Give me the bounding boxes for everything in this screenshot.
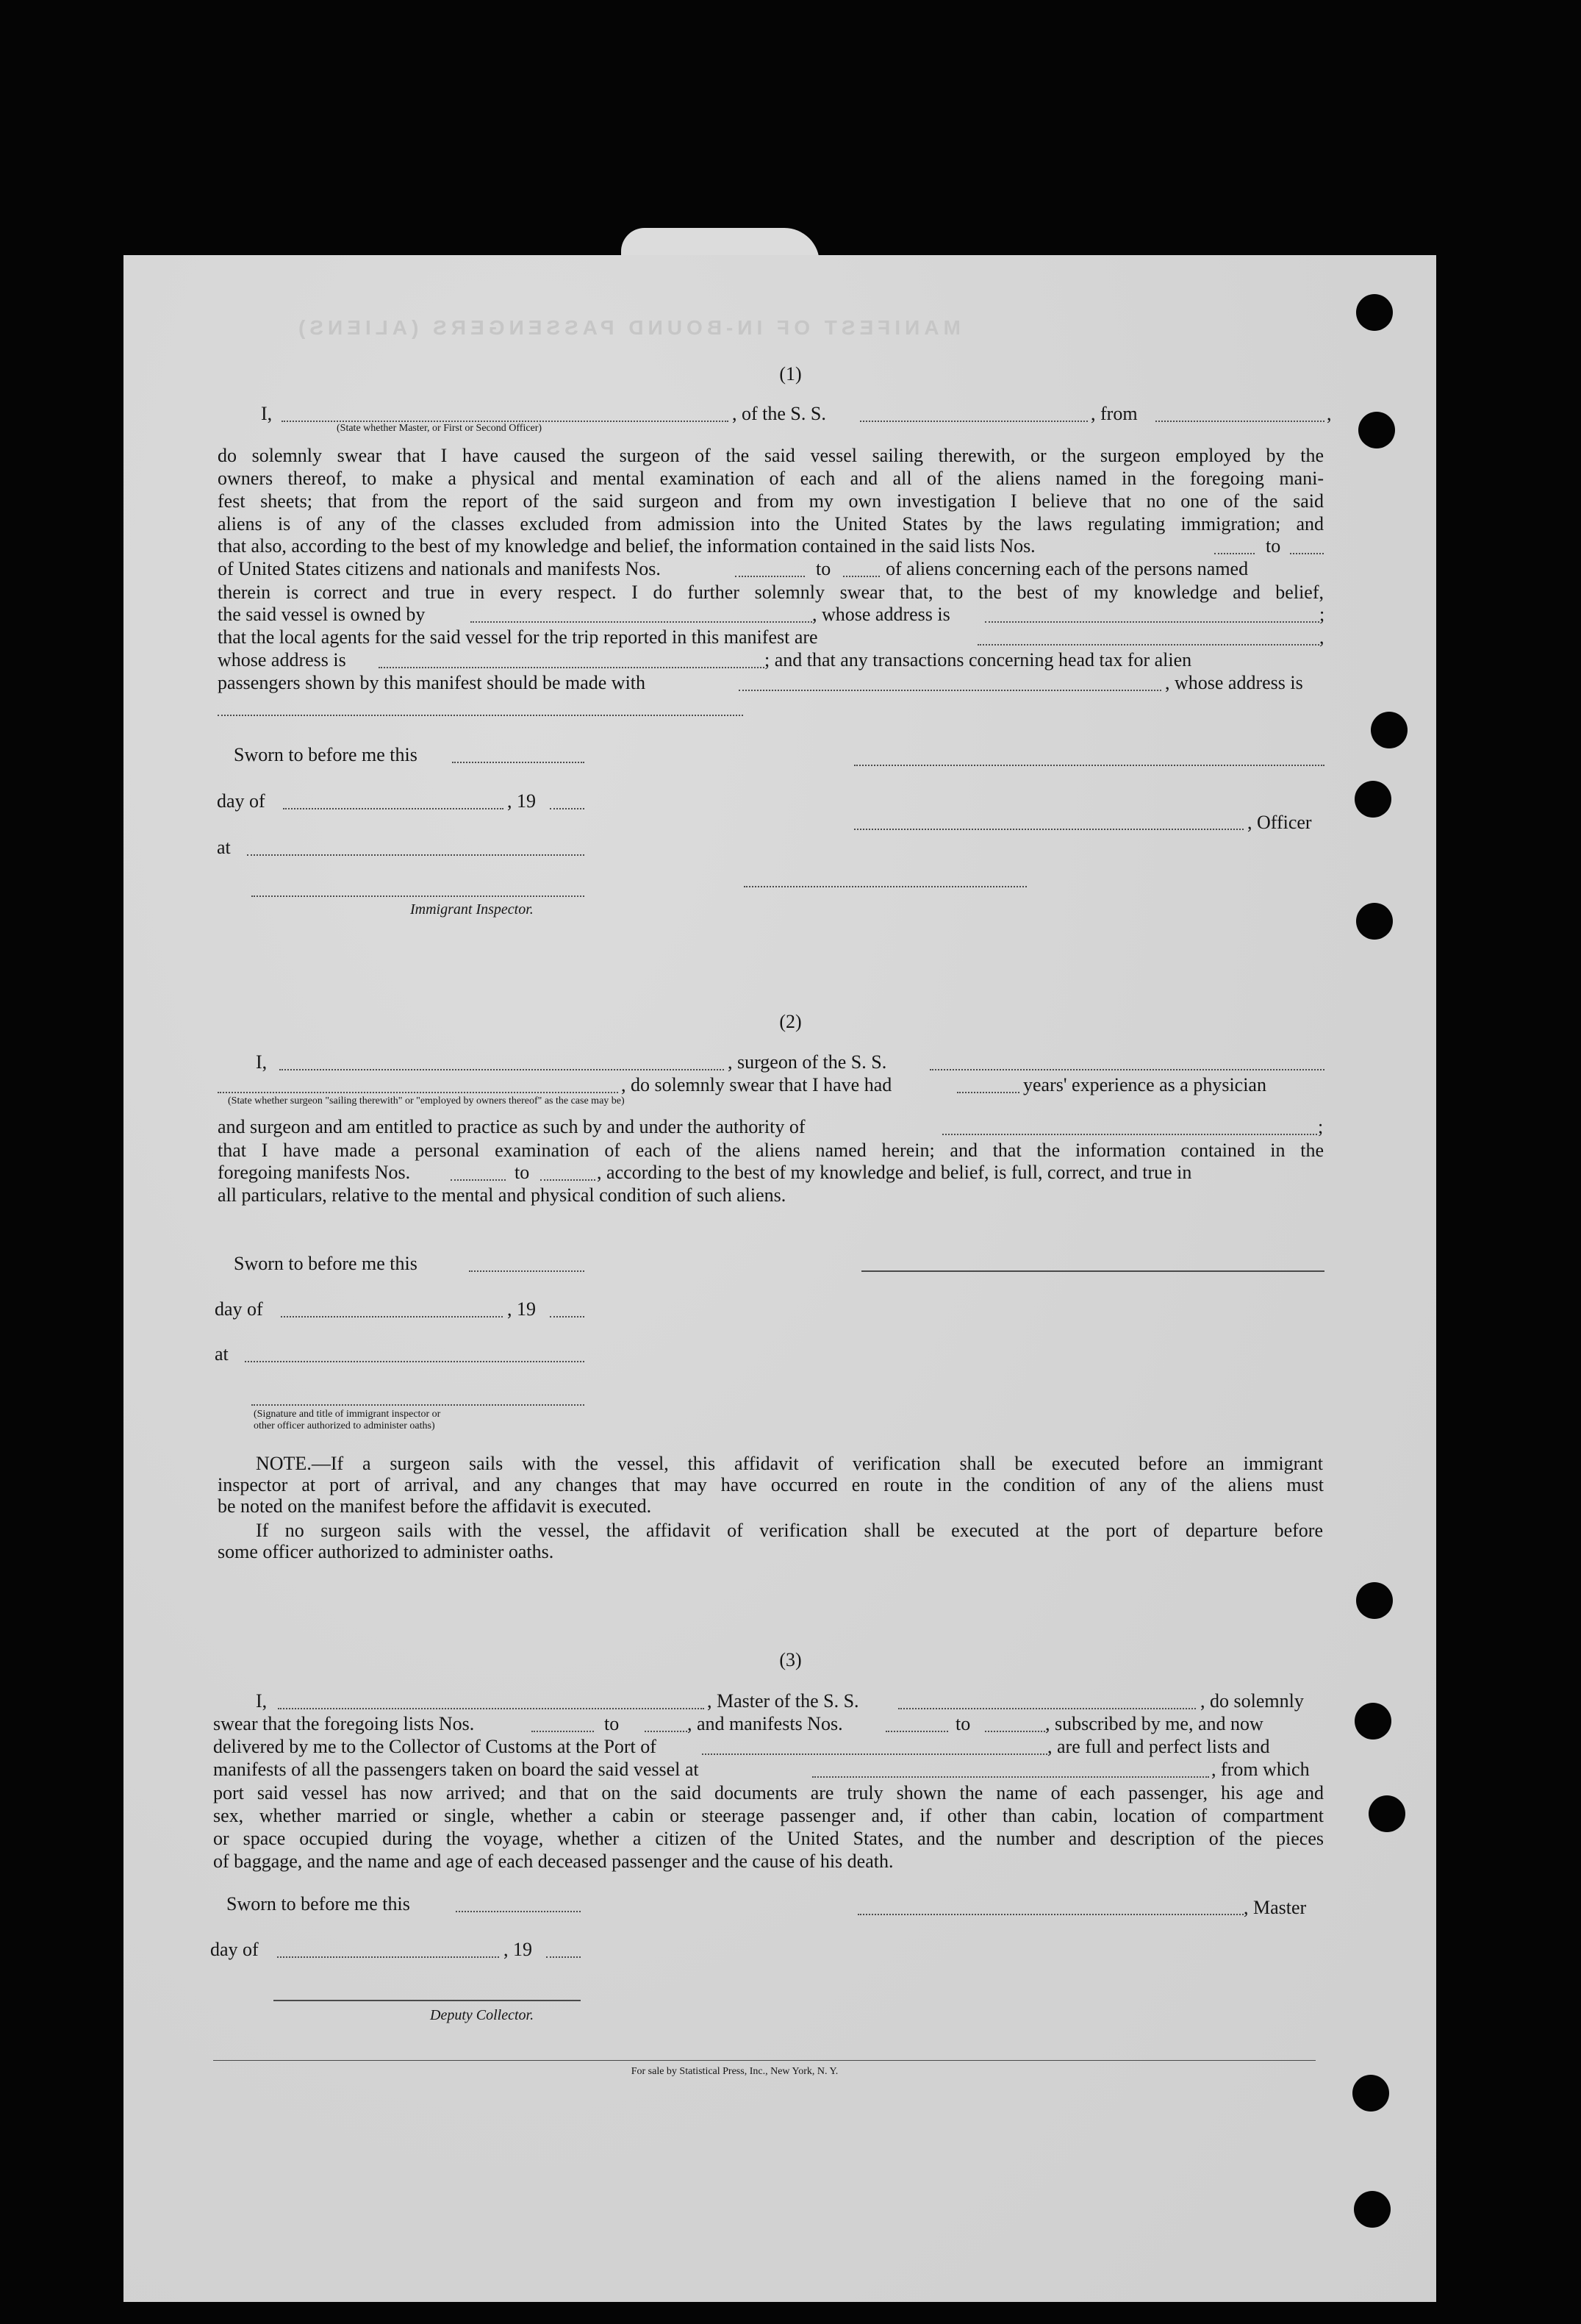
s1-body-line: of United States citizens and nationals and manifests Nos. bbox=[218, 558, 661, 579]
s1-line1-tail: , bbox=[1327, 403, 1332, 424]
s1-agents-blank bbox=[978, 644, 1319, 646]
binder-hole bbox=[1358, 412, 1395, 448]
s3-day-blank bbox=[277, 1956, 499, 1958]
s1-owner-address-blank bbox=[985, 621, 1319, 623]
s1-body-line: therein is correct and true in every respect. I do further solemnly swear that, to the best of my knowledge and belief, bbox=[218, 582, 1324, 603]
binder-hole bbox=[1356, 1582, 1393, 1619]
s1-mid-dotted-line bbox=[744, 886, 1027, 887]
s3-sworn-label: Sworn to before me this bbox=[226, 1893, 410, 1914]
s1-manifests-to: to bbox=[816, 558, 831, 579]
s1-line10-tail: ; and that any transactions concerning head tax for alien bbox=[764, 649, 1192, 671]
s1-body-line: passengers shown by this manifest should be made with bbox=[218, 672, 646, 693]
s1-year-blank bbox=[550, 808, 584, 809]
s1-at-label: at bbox=[217, 837, 231, 858]
s1-officer-caption: (State whether Master, or First or Second Officer) bbox=[337, 423, 542, 434]
s2-line2-years: years' experience as a physician bbox=[1023, 1074, 1266, 1095]
s1-body-line: whose address is bbox=[218, 649, 346, 671]
binder-hole bbox=[1355, 781, 1391, 818]
s3-deputy-line bbox=[273, 2000, 581, 2001]
s1-lists-to-blank bbox=[1290, 553, 1324, 554]
s3-body-line: or space occupied during the voyage, whether a citizen of the United States, and the number and description of the pieces bbox=[213, 1828, 1324, 1849]
s1-year-label: , 19 bbox=[507, 790, 536, 812]
footer-printer: For sale by Statistical Press, Inc., New York, N. Y. bbox=[631, 2066, 839, 2077]
s1-body-line: do solemnly swear that I have caused the surgeon of the said vessel sailing therewith, or the surgeon employed by the bbox=[218, 445, 1324, 466]
s3-lists-from-blank bbox=[531, 1731, 594, 1732]
s2-line5-end: , according to the best of my knowledge and belief, is full, correct, and true in bbox=[597, 1162, 1192, 1183]
s3-line1-i: I, bbox=[256, 1690, 268, 1712]
s3-line1-vessel-label: , Master of the S. S. bbox=[707, 1690, 859, 1712]
s3-body-line: of baggage, and the name and age of each deceased passenger and the cause of his death. bbox=[213, 1851, 894, 1872]
s1-day-of-label: day of bbox=[217, 790, 265, 812]
s2-line5-pre: foregoing manifests Nos. bbox=[218, 1162, 411, 1183]
s2-note-line: some officer authorized to administer oaths. bbox=[218, 1541, 554, 1562]
s2-day-blank bbox=[281, 1316, 503, 1317]
footer-rule bbox=[213, 2060, 1316, 2061]
s1-body-line: that the local agents for the said vessel for the trip reported in this manifest are bbox=[218, 626, 818, 648]
binder-hole bbox=[1355, 1703, 1391, 1740]
s1-sworn-blank bbox=[452, 762, 584, 763]
s2-line6: all particulars, relative to the mental and physical condition of such aliens. bbox=[218, 1184, 786, 1206]
s2-vessel-blank bbox=[930, 1069, 1324, 1070]
s1-owner-address-label: , whose address is bbox=[812, 604, 950, 625]
s2-authority-blank bbox=[942, 1134, 1317, 1135]
s3-master-signature-line bbox=[858, 1914, 1244, 1915]
s1-headtax-address-blank bbox=[218, 715, 743, 716]
s3-manifests-from-blank bbox=[886, 1731, 948, 1732]
s1-from-blank bbox=[1155, 421, 1324, 422]
s2-line2-swear: , do solemnly swear that I have had bbox=[621, 1074, 892, 1095]
s3-lists-to-blank bbox=[645, 1731, 687, 1732]
s2-at-blank bbox=[245, 1361, 584, 1362]
s1-line8-end: ; bbox=[1319, 604, 1325, 625]
s1-vessel-blank bbox=[860, 421, 1088, 422]
s1-line9-end: , bbox=[1319, 626, 1324, 648]
s1-officer-blank bbox=[282, 421, 728, 422]
s3-body-line: port said vessel has now arrived; and that on the said documents are truly shown the name of each passenger, his age and bbox=[213, 1782, 1324, 1803]
s2-sailing-caption: (State whether surgeon "sailing therewith" or "employed by owners thereof" as the case may be) bbox=[228, 1095, 625, 1106]
s2-line4: that I have made a personal examination of each of the aliens named herein; and that the information contained in the bbox=[218, 1140, 1324, 1161]
s3-line3-pre: delivered by me to the Collector of Customs at the Port of bbox=[213, 1736, 656, 1757]
s3-line2-to: to bbox=[604, 1713, 620, 1734]
s2-manifests-to-blank bbox=[540, 1179, 595, 1181]
s2-sig-caption: other officer authorized to administer oaths) bbox=[254, 1420, 435, 1431]
s1-owner-blank bbox=[470, 621, 812, 623]
s1-headtax-blank bbox=[739, 690, 1161, 691]
s2-line5-to: to bbox=[515, 1162, 530, 1183]
s3-master-label: , Master bbox=[1244, 1897, 1307, 1918]
s3-line2-pre: swear that the foregoing lists Nos. bbox=[213, 1713, 475, 1734]
s1-officer-label: , Officer bbox=[1247, 812, 1312, 833]
s1-body-line: fest sheets; that from the report of the said surgeon and from my own investigation I believe that no one of the said bbox=[218, 490, 1324, 512]
s2-surgeon-blank bbox=[279, 1069, 724, 1070]
s2-line1-vessel-label: , surgeon of the S. S. bbox=[728, 1051, 887, 1073]
s2-years-blank bbox=[957, 1092, 1019, 1093]
binder-hole bbox=[1356, 903, 1393, 940]
s3-line2-mid: , and manifests Nos. bbox=[687, 1713, 843, 1734]
s3-deputy-caption: Deputy Collector. bbox=[430, 2007, 534, 2023]
s3-master-blank bbox=[278, 1708, 704, 1709]
s2-sig-caption: (Signature and title of immigrant inspector or bbox=[254, 1409, 441, 1420]
s1-body-line: the said vessel is owned by bbox=[218, 604, 426, 625]
s3-line2-end: , subscribed by me, and now bbox=[1045, 1713, 1263, 1734]
section-2-number: (2) bbox=[779, 1011, 802, 1032]
s1-officer-line bbox=[854, 829, 1244, 830]
binder-hole bbox=[1354, 2191, 1391, 2228]
s2-note-line: NOTE.—If a surgeon sails with the vessel, this affidavit of verification shall be executed before an immigrant bbox=[256, 1453, 1323, 1474]
section-1-number: (1) bbox=[779, 363, 802, 385]
s2-manifests-from-blank bbox=[451, 1179, 506, 1181]
binder-hole bbox=[1356, 294, 1393, 331]
s3-line4-pre: manifests of all the passengers taken on board the said vessel at bbox=[213, 1759, 699, 1780]
s2-note-line: inspector at port of arrival, and any changes that may have occurred en route in the condition of any of the aliens must bbox=[218, 1474, 1324, 1495]
s2-day-of-label: day of bbox=[215, 1298, 263, 1320]
s1-inspector-line bbox=[251, 895, 584, 897]
s1-line6-tail: of aliens concerning each of the persons named bbox=[886, 558, 1249, 579]
s2-at-label: at bbox=[215, 1343, 229, 1365]
s1-line11-end: , whose address is bbox=[1165, 672, 1303, 693]
s2-sworn-label: Sworn to before me this bbox=[234, 1253, 417, 1274]
s1-inspector-caption: Immigrant Inspector. bbox=[410, 901, 534, 918]
binder-hole bbox=[1369, 1795, 1405, 1832]
binder-hole bbox=[1371, 712, 1408, 748]
s2-note-line: If no surgeon sails with the vessel, the affidavit of verification shall be executed at the port of departure before bbox=[256, 1520, 1323, 1541]
s3-line4-end: , from which bbox=[1211, 1759, 1310, 1780]
s1-line1-i: I, bbox=[261, 403, 273, 424]
s1-body-line: owners thereof, to make a physical and mental examination of each and all of the aliens named in the foregoing mani- bbox=[218, 468, 1324, 489]
binder-hole bbox=[1352, 2075, 1389, 2112]
section-3-number: (3) bbox=[779, 1649, 802, 1670]
s3-line1-end: , do solemnly bbox=[1200, 1690, 1304, 1712]
s2-note-line: be noted on the manifest before the affidavit is executed. bbox=[218, 1495, 652, 1517]
s3-line3-end: , are full and perfect lists and bbox=[1047, 1736, 1270, 1757]
s2-sworn-blank bbox=[469, 1270, 584, 1272]
s2-sailing-blank bbox=[218, 1092, 618, 1093]
s1-line1-from-label: , from bbox=[1091, 403, 1138, 424]
s1-sworn-label: Sworn to before me this bbox=[234, 744, 417, 765]
s3-line2-to2: to bbox=[956, 1713, 971, 1734]
s2-line3-end: ; bbox=[1318, 1116, 1324, 1137]
s1-lists-to: to bbox=[1266, 535, 1281, 557]
s3-year-blank bbox=[546, 1956, 581, 1958]
s2-line3: and surgeon and am entitled to practice as such by and under the authority of bbox=[218, 1116, 806, 1137]
s2-signature-line bbox=[861, 1270, 1324, 1272]
s3-day-of-label: day of bbox=[210, 1939, 259, 1960]
s1-body-line: that also, according to the best of my knowledge and belief, the information contained in the said lists Nos. bbox=[218, 535, 1036, 557]
s3-body-line: sex, whether married or single, whether a cabin or steerage passenger and, if other than cabin, location of compartment bbox=[213, 1805, 1324, 1826]
show-through-header: MANIFEST OF IN-BOUND PASSENGERS (ALIENS) bbox=[294, 316, 961, 339]
s2-inspector-line bbox=[251, 1404, 584, 1406]
s3-vessel-blank bbox=[898, 1708, 1196, 1709]
s2-year-blank bbox=[550, 1316, 584, 1317]
s3-boarded-port-blank bbox=[812, 1776, 1209, 1778]
s1-manifests-from-blank bbox=[735, 576, 805, 577]
s3-manifests-to-blank bbox=[985, 1731, 1045, 1732]
s3-sworn-blank bbox=[456, 1911, 581, 1912]
s1-lists-from-blank bbox=[1214, 553, 1255, 554]
s1-manifests-to-blank bbox=[843, 576, 880, 577]
s1-line1-vessel-label: , of the S. S. bbox=[732, 403, 826, 424]
s1-body-line: aliens is of any of the classes excluded from admission into the United States by the laws regulating immigration; and bbox=[218, 513, 1324, 534]
s3-port-blank bbox=[702, 1753, 1047, 1755]
s2-line1-i: I, bbox=[256, 1051, 268, 1073]
s2-year-label: , 19 bbox=[507, 1298, 536, 1320]
s1-agents-address-blank bbox=[379, 667, 764, 668]
s1-day-blank bbox=[283, 808, 503, 809]
s1-signature-line bbox=[854, 765, 1324, 766]
s1-at-blank bbox=[247, 854, 584, 856]
s3-year-label: , 19 bbox=[503, 1939, 532, 1960]
